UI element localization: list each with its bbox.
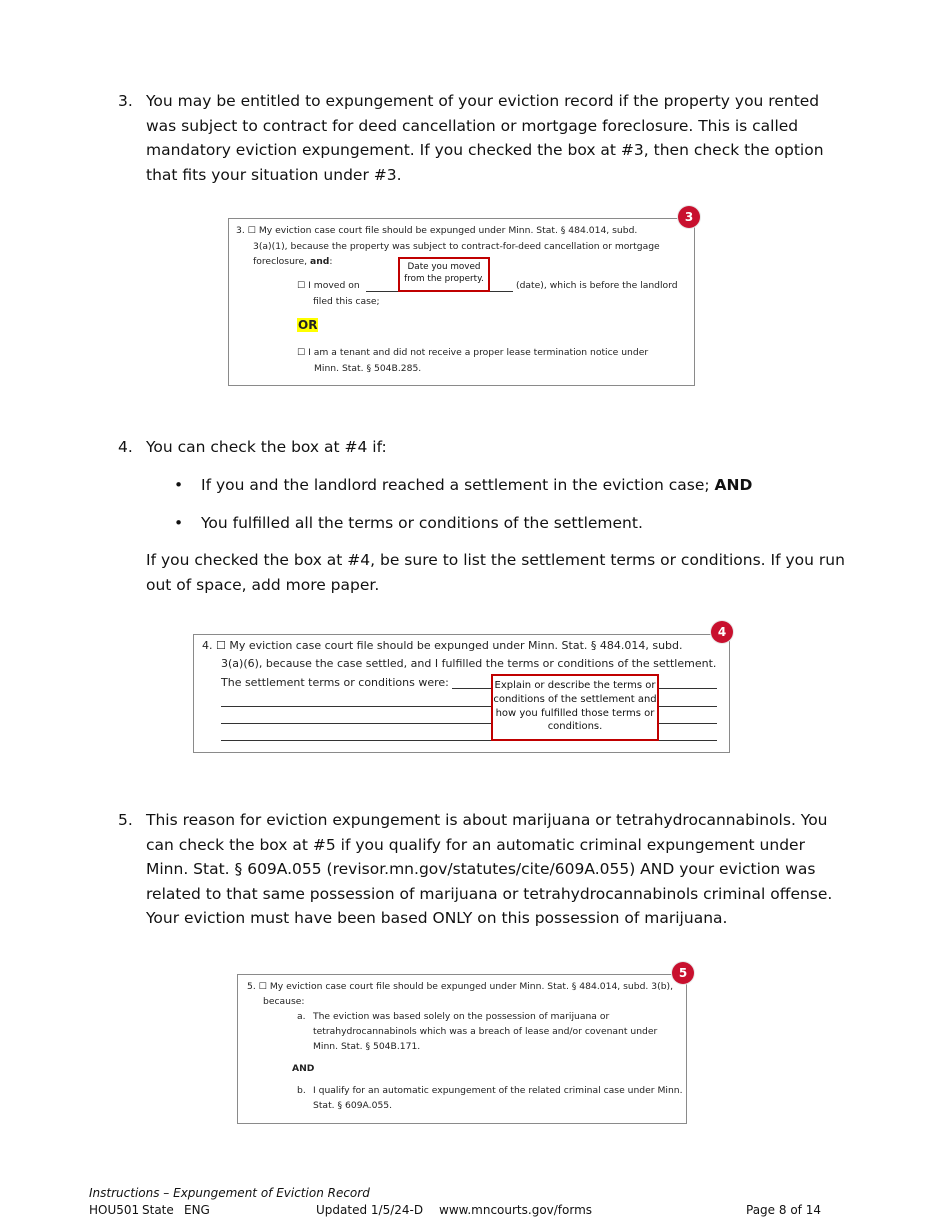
form-line: tetrahydrocannabinols which was a breach of lease and/or covenant under bbox=[313, 1026, 658, 1037]
form-line: 5. ☐ My eviction case court file should be expunged under Minn. Stat. § 484.014, subd. 3(b), bbox=[247, 981, 674, 992]
list-label: a. bbox=[297, 1011, 306, 1022]
callout-settlement-terms: Explain or describe the terms or conditions of the settlement and how you fulfilled those terms or conditions. bbox=[491, 674, 659, 741]
form-line: 3. ☐ My eviction case court file should be expunged under Minn. Stat. § 484.014, subd. bbox=[236, 225, 638, 236]
form-line: because: bbox=[263, 996, 305, 1007]
item-4-followup: If you checked the box at #4, be sure to list the settlement terms or conditions. If you run out of space, add more paper. bbox=[146, 551, 845, 594]
form-line: I qualify for an automatic expungement of the related criminal case under Minn. bbox=[313, 1085, 683, 1096]
footer-scope: State bbox=[142, 1203, 174, 1217]
item-text: This reason for eviction expungement is about marijuana or tetrahydrocannabinols. You can check the box at #5 if you qualify for an automatic criminal expungement under Minn. Stat. § 609A.055 (revisor.mn.gov/statutes/cite/609A.055) AND your eviction was related to that same possession of marijuana or tetrahydrocannabinols criminal offense. Your eviction must have been based ONLY on this possession of marijuana. bbox=[146, 811, 833, 927]
step-badge-4: 4 bbox=[711, 621, 733, 643]
step-badge-3: 3 bbox=[678, 206, 700, 228]
form-line: 3(a)(6), because the case settled, and I fulfilled the terms or conditions of the settlement. bbox=[221, 657, 717, 670]
form-excerpt-5 bbox=[237, 974, 687, 1124]
footer-updated: Updated 1/5/24-D bbox=[316, 1203, 424, 1217]
option-moved-checkbox: ☐ I moved on bbox=[297, 280, 360, 291]
form-line: 3(a)(1), because the property was subject to contract-for-deed cancellation or mortgage bbox=[253, 241, 660, 252]
or-label: OR bbox=[298, 318, 318, 332]
item-text: You can check the box at #4 if: bbox=[146, 438, 387, 456]
form-excerpt-3 bbox=[228, 218, 695, 386]
footer-code: HOU501 bbox=[89, 1203, 140, 1217]
form-line: foreclosure, and: bbox=[253, 256, 333, 267]
step-badge-5: 5 bbox=[672, 962, 694, 984]
form-line: Minn. Stat. § 504B.171. bbox=[313, 1041, 421, 1052]
bullet-icon: • bbox=[174, 514, 184, 532]
form-line: The settlement terms or conditions were: bbox=[221, 676, 449, 689]
footer-website: www.mncourts.gov/forms bbox=[439, 1203, 593, 1217]
footer-page-number: Page 8 of 14 bbox=[746, 1203, 821, 1217]
form-line: (date), which is before the landlord bbox=[516, 280, 678, 291]
option-tenant-checkbox: ☐ I am a tenant and did not receive a proper lease termination notice under bbox=[297, 347, 649, 358]
form-line: The eviction was based solely on the possession of marijuana or bbox=[313, 1011, 610, 1022]
callout-date-moved: Date you moved from the property. bbox=[398, 257, 490, 292]
footer-language: ENG bbox=[184, 1203, 210, 1217]
form-line: Minn. Stat. § 504B.285. bbox=[314, 363, 422, 374]
item-number: 3. bbox=[118, 92, 133, 110]
form-line: 4. ☐ My eviction case court file should be expunged under Minn. Stat. § 484.014, subd. bbox=[202, 639, 683, 652]
form-line: filed this case; bbox=[313, 296, 380, 307]
item-number: 5. bbox=[118, 811, 133, 829]
item-number: 4. bbox=[118, 438, 133, 456]
item-text: You may be entitled to expungement of your eviction record if the property you rented was subject to contract for deed cancellation or mortgage foreclosure. This is called mandatory eviction expungement. If you checked the box at #3, then check the option that fits your situation under #3. bbox=[146, 92, 824, 184]
form-line: Stat. § 609A.055. bbox=[313, 1100, 393, 1111]
footer-title: Instructions – Expungement of Eviction Record bbox=[89, 1186, 370, 1200]
list-label: b. bbox=[297, 1085, 306, 1096]
bullet-icon: • bbox=[174, 476, 184, 494]
and-label: AND bbox=[292, 1063, 315, 1074]
